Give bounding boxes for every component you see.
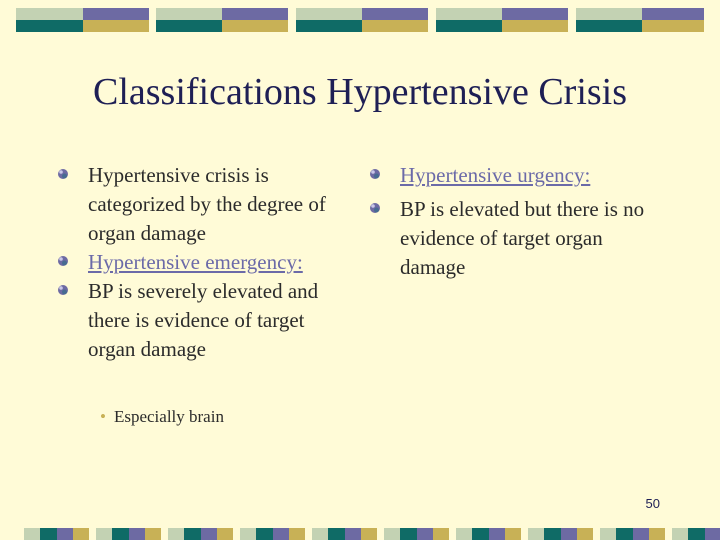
bullet-sphere-icon	[57, 284, 69, 296]
bullet-sphere-icon	[369, 168, 381, 180]
band-block	[222, 20, 288, 32]
band-block	[489, 528, 505, 540]
bullet-sphere-icon	[57, 255, 69, 267]
band-block	[436, 8, 502, 20]
band-block	[705, 528, 720, 540]
band-block	[544, 528, 561, 540]
band-block	[57, 528, 73, 540]
band-block	[40, 528, 57, 540]
band-block	[83, 8, 149, 20]
band-block	[217, 528, 233, 540]
band-block	[672, 528, 688, 540]
bullet-text: BP is elevated but there is no evidence of target organ damage	[400, 197, 645, 279]
band-block	[345, 528, 361, 540]
band-block	[296, 8, 362, 20]
band-block	[433, 528, 449, 540]
band-block	[649, 528, 665, 540]
band-block	[112, 528, 129, 540]
band-block	[273, 528, 289, 540]
band-block	[222, 8, 288, 20]
band-block	[472, 528, 489, 540]
band-block	[96, 528, 112, 540]
left-column	[88, 161, 350, 364]
band-block	[289, 528, 305, 540]
band-block	[24, 528, 40, 540]
band-block	[561, 528, 577, 540]
hypertensive-emergency-link[interactable]: Hypertensive emergency:	[88, 250, 303, 274]
sub-bullet-text: Especially brain	[113, 407, 224, 426]
band-block	[361, 528, 377, 540]
band-block	[156, 20, 222, 32]
band-block	[312, 528, 328, 540]
band-block	[600, 528, 616, 540]
band-block	[688, 528, 705, 540]
slide-title: Classifications Hypertensive Crisis	[92, 71, 628, 113]
band-block	[616, 528, 633, 540]
bullet-item	[88, 248, 350, 277]
right-column	[400, 161, 662, 282]
bottom-decorative-band	[0, 528, 720, 540]
band-block	[528, 528, 544, 540]
bullet-text: BP is severely elevated and there is evidence of target organ damage	[88, 279, 319, 361]
band-block	[456, 528, 472, 540]
bullet-sphere-icon	[57, 168, 69, 180]
band-block	[577, 528, 593, 540]
band-block	[576, 20, 642, 32]
band-block	[156, 8, 222, 20]
page-number: 50	[645, 496, 660, 511]
band-block	[16, 20, 83, 32]
sub-bullet-item	[100, 407, 224, 427]
bullet-item	[400, 195, 662, 282]
band-block	[256, 528, 273, 540]
band-block	[417, 528, 433, 540]
band-block	[16, 8, 83, 20]
band-block	[384, 528, 400, 540]
band-block	[436, 20, 502, 32]
band-block	[201, 528, 217, 540]
band-block	[328, 528, 345, 540]
bullet-item	[88, 277, 350, 364]
band-block	[362, 8, 428, 20]
band-block	[362, 20, 428, 32]
sub-bullet-dot-icon: •	[100, 407, 106, 426]
band-block	[502, 20, 568, 32]
band-block	[642, 20, 704, 32]
bullet-item	[88, 161, 350, 248]
band-block	[168, 528, 184, 540]
band-block	[576, 8, 642, 20]
top-decorative-band	[0, 0, 720, 36]
bullet-sphere-icon	[369, 202, 381, 214]
band-block	[83, 20, 149, 32]
band-block	[642, 8, 704, 20]
bullet-item	[400, 161, 662, 190]
band-block	[400, 528, 417, 540]
band-block	[505, 528, 521, 540]
band-block	[240, 528, 256, 540]
band-block	[73, 528, 89, 540]
band-block	[145, 528, 161, 540]
band-block	[502, 8, 568, 20]
band-block	[633, 528, 649, 540]
band-block	[129, 528, 145, 540]
bullet-text: Hypertensive crisis is categorized by the degree of organ damage	[88, 163, 326, 245]
band-block	[296, 20, 362, 32]
hypertensive-urgency-link[interactable]: Hypertensive urgency:	[400, 163, 591, 187]
band-block	[184, 528, 201, 540]
